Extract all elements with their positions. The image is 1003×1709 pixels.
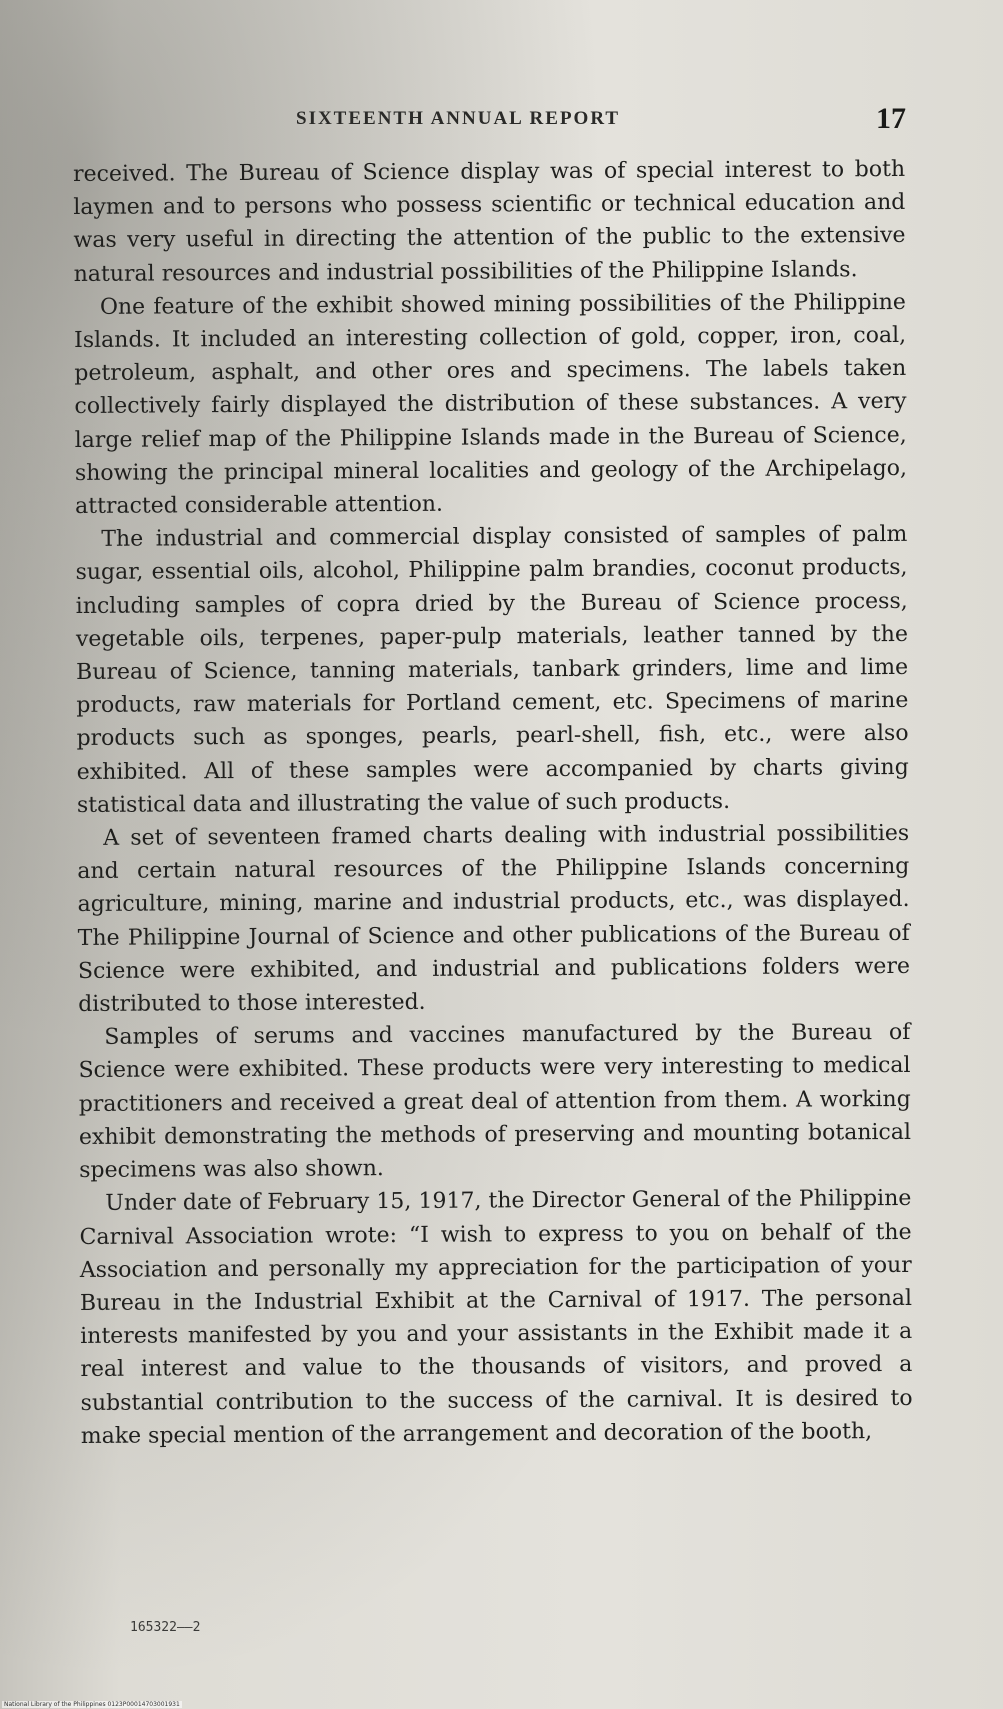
paragraph: A set of seventeen framed charts dealing with industrial possibilities and certain natural resources of the Philippine Islands concerning agriculture, mining, marine and industrial products, etc., was displayed. The Philippine Journal of Science and other publications of the Bureau of Science were exhibited, and industrial and publications folders were distributed to those interested. xyxy=(77,820,911,1018)
body-text xyxy=(73,153,913,1453)
signature-mark: 165322——2 xyxy=(130,1620,201,1635)
page-number: 17 xyxy=(876,102,906,135)
paragraph: Under date of February 15, 1917, the Director General of the Philippine Carnival Association wrote: “I wish to express to you on behalf of the Association and personally my appreciation for the participation of your Bureau in the Industrial Exhibit at the Carnival of 1917. The personal interests manifested by you and your assistants in the Exhibit made it a real interest and value to the thousands of visitors, and proved a substantial contribution to the success of the carnival. It is desired to make special mention of the arrangement and decoration of the booth, xyxy=(79,1186,913,1449)
page-header xyxy=(296,102,906,142)
paragraph: One feature of the exhibit showed mining possibilities of the Philippine Islands. It included an interesting collection of gold, copper, iron, coal, petroleum, asphalt, and other ores and specimens. The labels taken collectively fairly displayed the distribution of these substances. A very large relief map of the Philippine Islands made in the Bureau of Science, showing the principal mineral localities and geology of the Archipelago, attracted considerable attention. xyxy=(74,289,907,520)
paragraph: received. The Bureau of Science display was of special interest to both laymen and to persons who possess scientific or technical education and was very useful in directing the attention of the public to the extensive natural resources and industrial possibilities of the Philippine Islands. xyxy=(73,156,906,287)
running-title: SIXTEENTH ANNUAL REPORT xyxy=(296,108,621,129)
paragraph: Samples of serums and vaccines manufactured by the Bureau of Science were exhibited. These products were very interesting to medical practitioners and received a great deal of attention from them. A working exhibit demonstrating the methods of preserving and mounting botanical specimens was also shown. xyxy=(78,1020,912,1184)
paragraph: The industrial and commercial display consisted of samples of palm sugar, essential oils, alcohol, Philippine palm brandies, coconut products, including samples of copra dried by the Bureau of Science process, vegetable oils, terpenes, paper-pulp materials, leather tanned by the Bureau of Science, tanning materials, tanbark grinders, lime and lime products, raw materials for Portland cement, etc. Specimens of marine products such as sponges, pearls, pearl-shell, fish, etc., were also exhibited. All of these samples were accompanied by charts giving statistical data and illustrating the value of such products. xyxy=(75,522,909,818)
library-credit: National Library of the Philippines 0123P00014703001931 xyxy=(4,1701,180,1708)
